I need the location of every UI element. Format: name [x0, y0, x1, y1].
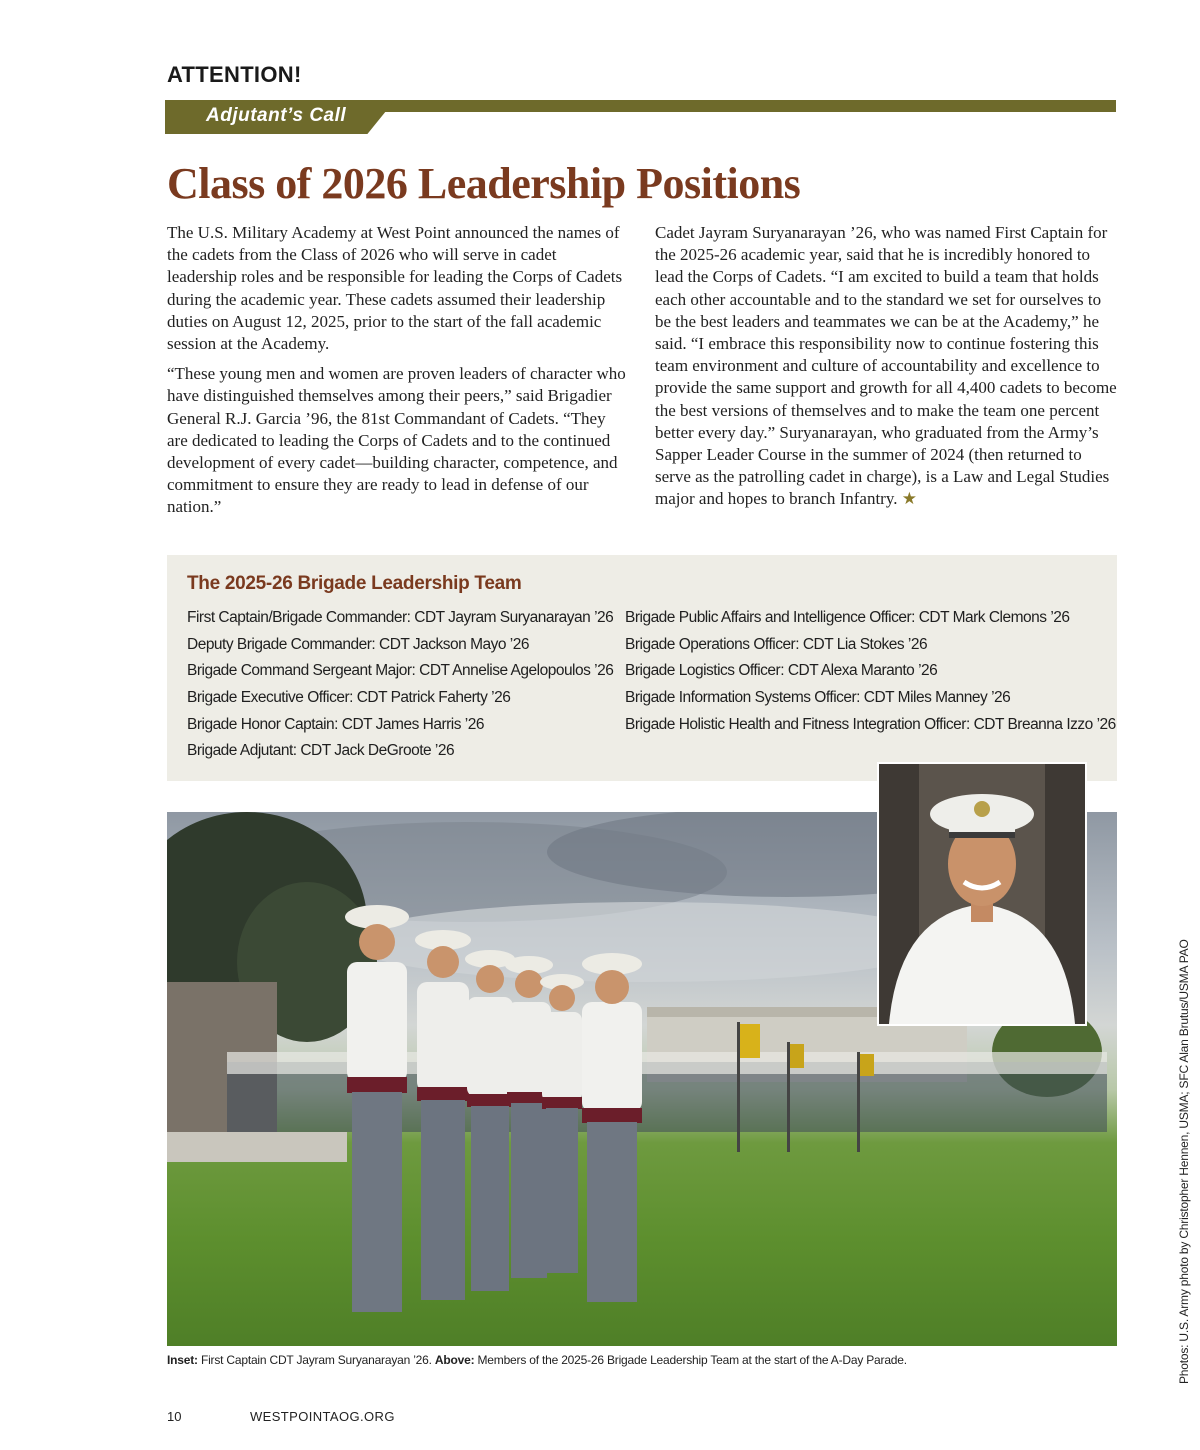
caption-inset-text: First Captain CDT Jayram Suryanarayan ’26.: [197, 1353, 435, 1367]
footer-site: WESTPOINTAOG.ORG: [250, 1409, 395, 1424]
page-number: 10: [167, 1409, 182, 1424]
list-item: Brigade Information Systems Officer: CDT Miles Manney ’26: [625, 689, 1011, 707]
leadership-team-box: [167, 555, 1117, 781]
body-paragraph: “These young men and women are proven leaders of character who have distinguished themselves among their peers,” said Brigadier General R.J. Garcia ’96, the 81st Commandant of Cadets. “They are dedicated to leading the Corps of Cadets and to the continued development of every cadet—building character, competence, and commitment to ensure they are ready to lead in defense of our nation.”: [167, 364, 626, 517]
list-item: Brigade Holistic Health and Fitness Integration Officer: CDT Breanna Izzo ’26: [625, 715, 1116, 733]
list-item: Brigade Executive Officer: CDT Patrick Faherty ’26: [187, 689, 511, 707]
body-text: Cadet Jayram Suryanarayan ’26, who was named First Captain for the 2025-26 academic year, said that he is incredibly honored to lead the Corps of Cadets. “I am excited to build a team that holds each other accountable and to the standard we set for ourselves to be the best leaders and teammates we can be at the Academy,” he said. “I embrace this responsibility now to continue fostering this team environment and culture of accountability and excellence to provide the same support and growth for all 4,400 cadets to become the best versions of themselves and to make the team one percent better every day.” Suryanarayan, who graduated from the Army’s Sapper Leader Course in the summer of 2024 (then returned to serve as the patrolling cadet in charge), is a Law and Legal Studies major and hopes to branch Infantry.: [655, 223, 1117, 509]
caption-above-label: Above:: [434, 1353, 475, 1367]
body-column-left: [167, 222, 629, 527]
list-item: Brigade Command Sergeant Major: CDT Annelise Agelopoulos ’26: [187, 662, 614, 680]
list-item: Brigade Operations Officer: CDT Lia Stokes ’26: [625, 635, 928, 653]
photo-caption: [167, 1353, 1117, 1367]
team-list-right: [625, 605, 1116, 738]
caption-above-text: Members of the 2025-26 Brigade Leadership Team at the start of the A-Day Parade.: [474, 1353, 907, 1367]
body-paragraph: [655, 222, 1117, 511]
end-star-icon: ★: [901, 489, 917, 509]
team-list-left: [187, 605, 613, 765]
list-item: First Captain/Brigade Commander: CDT Jayram Suryanarayan ’26: [187, 609, 614, 626]
section-label: ATTENTION!: [167, 62, 302, 87]
list-item: Brigade Logistics Officer: CDT Alexa Maranto ’26: [625, 662, 938, 680]
list-item: Brigade Adjutant: CDT Jack DeGroote ’26: [187, 742, 455, 760]
list-item: Deputy Brigade Commander: CDT Jackson Mayo ’26: [187, 635, 529, 653]
list-item: Brigade Public Affairs and Intelligence Officer: CDT Mark Clemons ’26: [625, 609, 1070, 626]
banner-title: Adjutant’s Call: [206, 105, 347, 126]
article-headline: Class of 2026 Leadership Positions: [167, 159, 801, 208]
inset-portrait-illustration: [879, 764, 1085, 1024]
body-column-right: [655, 222, 1117, 519]
caption-inset-label: Inset:: [167, 1353, 198, 1367]
list-item: Brigade Honor Captain: CDT James Harris ’26: [187, 715, 484, 733]
inset-portrait-photo: [877, 762, 1087, 1026]
photo-credit: Photos: U.S. Army photo by Christopher Hennen, USMA; SFC Alan Brutus/USMA PAO: [1177, 939, 1191, 1384]
team-box-title: The 2025-26 Brigade Leadership Team: [187, 573, 522, 594]
body-paragraph: The U.S. Military Academy at West Point announced the names of the cadets from the Class of 2026 who will serve in cadet leadership roles and be responsible for leading the Corps of Cadets during the academic year. These cadets assumed their leadership duties on August 12, 2025, prior to the start of the fall academic session at the Academy.: [167, 223, 623, 354]
